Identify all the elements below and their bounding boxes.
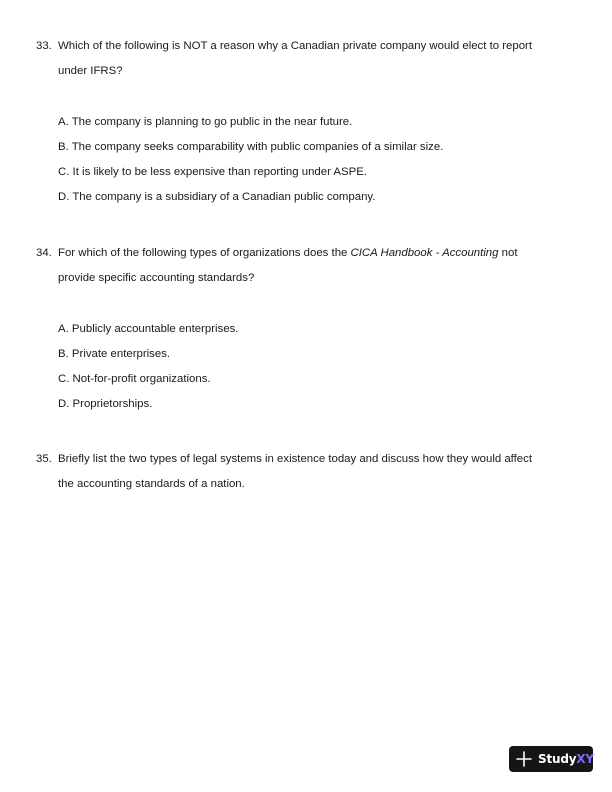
question-35-first-line — [36, 447, 576, 472]
plus-sparkle-icon — [516, 751, 532, 767]
question-text — [58, 241, 576, 266]
question-34 — [36, 241, 576, 417]
answer-options — [36, 110, 576, 210]
handbook-title: CICA Handbook - Accounting — [350, 247, 499, 259]
question-text-continued: provide specific accounting standards? — [58, 272, 255, 284]
answer-option: A. The company is planning to go public in the near future. — [58, 116, 353, 128]
answer-option: D. The company is a subsidiary of a Canadian public company. — [58, 191, 376, 203]
answer-option: C. Not-for-profit organizations. — [58, 373, 211, 385]
brand-main: Study — [538, 752, 577, 766]
question-text: Which of the following is NOT a reason why a Canadian private company would elect to report — [58, 40, 533, 52]
question-text-part: For which of the following types of organizations does the — [58, 247, 351, 259]
answer-option: C. It is likely to be less expensive than reporting under ASPE. — [58, 166, 367, 178]
answer-option: D. Proprietorships. — [58, 398, 153, 410]
question-text-part: not — [498, 247, 518, 259]
question-text: Briefly list the two types of legal systems in existence today and discuss how they would affect — [58, 453, 533, 465]
answer-options — [36, 317, 576, 417]
question-33 — [36, 34, 576, 210]
question-text-continued: the accounting standards of a nation. — [58, 478, 245, 490]
question-number: 35. — [36, 453, 52, 465]
answer-option: B. Private enterprises. — [58, 348, 171, 360]
brand-name — [538, 752, 594, 766]
question-33-first-line — [36, 34, 576, 59]
studyxy-badge[interactable] — [509, 746, 593, 772]
question-text-continued: under IFRS? — [58, 65, 123, 77]
question-35 — [36, 447, 576, 497]
question-number: 34. — [36, 247, 52, 259]
answer-option: A. Publicly accountable enterprises. — [58, 323, 239, 335]
question-number: 33. — [36, 40, 52, 52]
question-34-first-line — [36, 241, 576, 266]
answer-option: B. The company seeks comparability with public companies of a similar size. — [58, 141, 444, 153]
brand-accent: XY — [576, 752, 594, 766]
